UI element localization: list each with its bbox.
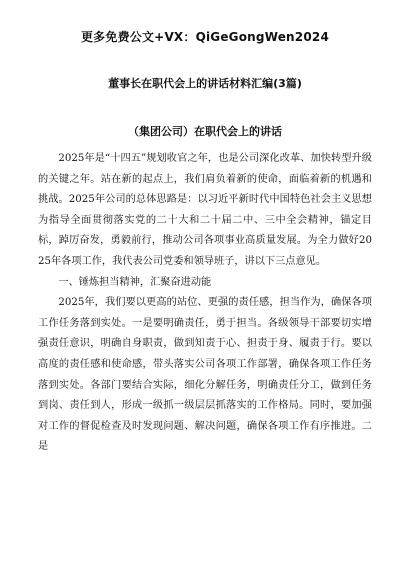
subheading-1: 一、锤炼担当精神，汇聚奋进动能 [58,276,212,288]
document-title: 董事长在职代会上的讲话材料汇编(3篇) [108,77,302,90]
section-title: （集团公司）在职代会上的讲话 [128,125,282,138]
body-paragraph-1: 2025年是“十四五”规划收官之年，也是公司深化改革、加快转型升级的关键之年。站在新的起点上，我们肩负着新的使命，面临着新的机遇和挑战。2025年公司的总体思路是：以习近平新时代中国特色社会主义思想为指导全面贯彻落实党的二十大和二十届二中、三中全会精神，锚定目标，踔厉奋发，勇毅前行，推动公司各项事业高质量发展。为全力做好2025年各项工作，我代表公司党委和领导班子，讲以下三点意见。 [38,153,372,267]
promo-header: 更多免费公文+VX：QiGeGongWen2024 [80,30,329,44]
body-paragraph-2: 2025年，我们要以更高的站位、更强的责任感，担当作为，确保各项工作任务落到实处。一是要明确责任，勇于担当。各级领导干部要切实增强责任意识，明确自身职责，做到知责于心、担责于身、履责于行。要以高度的责任感和使命感，带头落实公司各项工作部署，确保各项工作任务落到实处。各部门要结合实际，细化分解任务，明确责任分工，做到任务到岗、责任到人，形成一级抓一级层层抓落实的工作格局。同时，要加强对工作的督促检查及时发现问题、解决问题，确保各项工作有序推进。二是 [38,297,372,453]
